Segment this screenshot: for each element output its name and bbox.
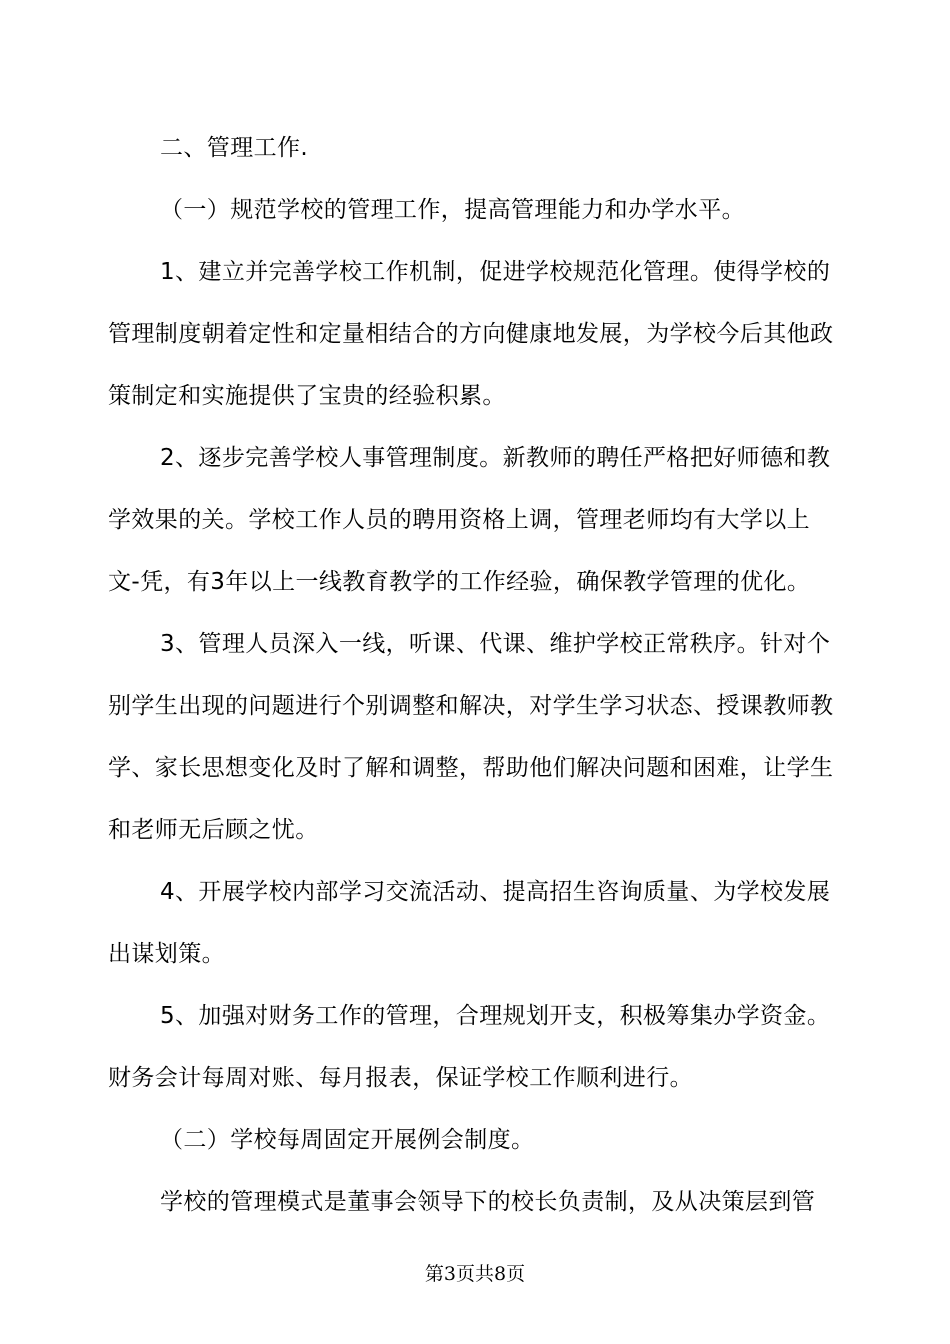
page-number-footer: 第3页共8页 (424, 1263, 526, 1285)
body-paragraph: 1、建立并完善学校工作机制，促进学校规范化管理。使得学校的管理制度朝着定性和定量相结合的方向健康地发展，为学校今后其他政策制定和实施提供了宝贵的经验积累。 (108, 259, 834, 409)
subsection-heading: （二）学校每周固定开展例会制度。 (160, 1127, 535, 1153)
body-paragraph: 5、加强对财务工作的管理，合理规划开支，积极筹集办学资金。财务会计每周对账、每月报表，保证学校工作顺利进行。 (108, 1003, 831, 1091)
subsection-heading: （一）规范学校的管理工作，提高管理能力和办学水平。 (160, 197, 745, 223)
body-paragraph: 2、逐步完善学校人事管理制度。新教师的聘任严格把好师德和教学效果的关。学校工作人员的聘用资格上调，管理老师均有大学以上文-凭，有3年以上一线教育教学的工作经验，确保教学管理的优化。 (108, 445, 831, 595)
body-paragraph: 4、开展学校内部学习交流活动、提高招生咨询质量、为学校发展出谋划策。 (108, 879, 831, 967)
body-paragraph: 3、管理人员深入一线，听课、代课、维护学校正常秩序。针对个别学生出现的问题进行个别调整和解决，对学生学习状态、授课教师教学、家长思想变化及时了解和调整，帮助他们解决问题和困难，让学生和老师无后顾之忧。 (108, 631, 834, 843)
section-heading: 二、管理工作. (160, 135, 309, 161)
document-body (108, 117, 838, 1233)
body-paragraph: 学校的管理模式是董事会领导下的校长负责制，及从决策层到管 (160, 1189, 816, 1215)
